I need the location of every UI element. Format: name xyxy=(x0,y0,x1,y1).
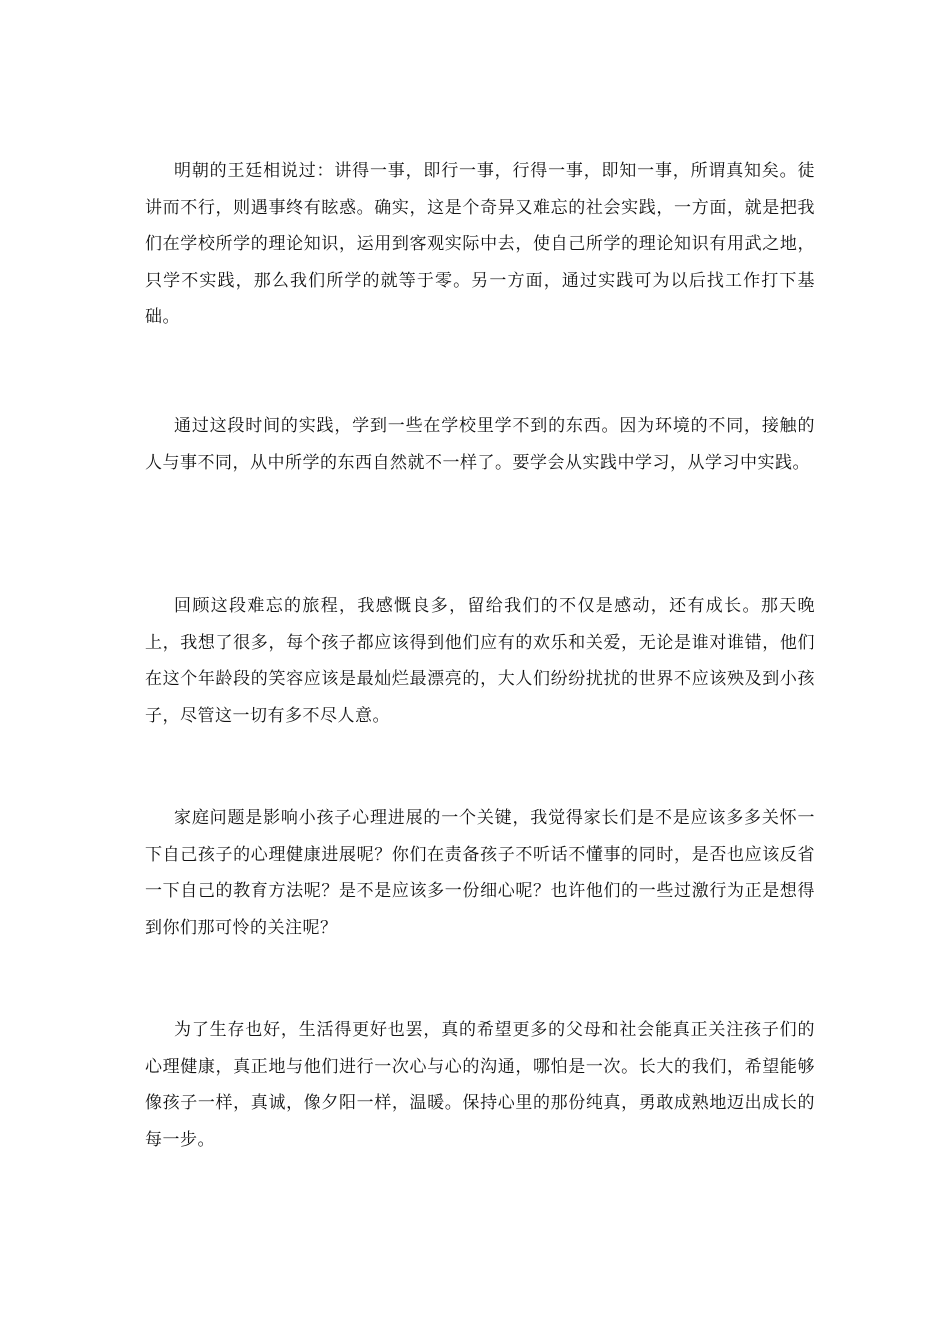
paragraph-5: 为了生存也好，生活得更好也罢，真的希望更多的父母和社会能真正关注孩子们的心理健康，真正地与他们进行一次心与心的沟通，哪怕是一次。长大的我们，希望能够像孩子一样，真诚，像夕阳一样，温暖。保持心里的那份纯真，勇敢成熟地迈出成长的每一步。 xyxy=(145,1020,815,1150)
paragraph-2: 通过这段时间的实践，学到一些在学校里学不到的东西。因为环境的不同，接触的人与事不同，从中所学的东西自然就不一样了。要学会从实践中学习，从学习中实践。 xyxy=(145,416,815,473)
paragraph-1: 明朝的王廷相说过：讲得一事，即行一事，行得一事，即知一事，所谓真知矣。徒讲而不行，则遇事终有眩惑。确实，这是个奇异又难忘的社会实践，一方面，就是把我们在学校所学的理论知识，运用到客观实际中去，使自己所学的理论知识有用武之地，只学不实践，那么我们所学的就等于零。另一方面，通过实践可为以后找工作打下基础。 xyxy=(145,161,815,327)
paragraph-4: 家庭问题是影响小孩子心理进展的一个关键，我觉得家长们是不是应该多多关怀一下自己孩子的心理健康进展呢？你们在责备孩子不听话不懂事的同时，是否也应该反省一下自己的教育方法呢？是不是应该多一份细心呢？也许他们的一些过激行为正是想得到你们那可怜的关注呢？ xyxy=(145,808,815,938)
paragraph-3: 回顾这段难忘的旅程，我感慨良多，留给我们的不仅是感动，还有成长。那天晚上，我想了很多，每个孩子都应该得到他们应有的欢乐和关爱，无论是谁对谁错，他们在这个年龄段的笑容应该是最灿烂最漂亮的，大人们纷纷扰扰的世界不应该殃及到小孩子，尽管这一切有多不尽人意。 xyxy=(145,596,815,726)
